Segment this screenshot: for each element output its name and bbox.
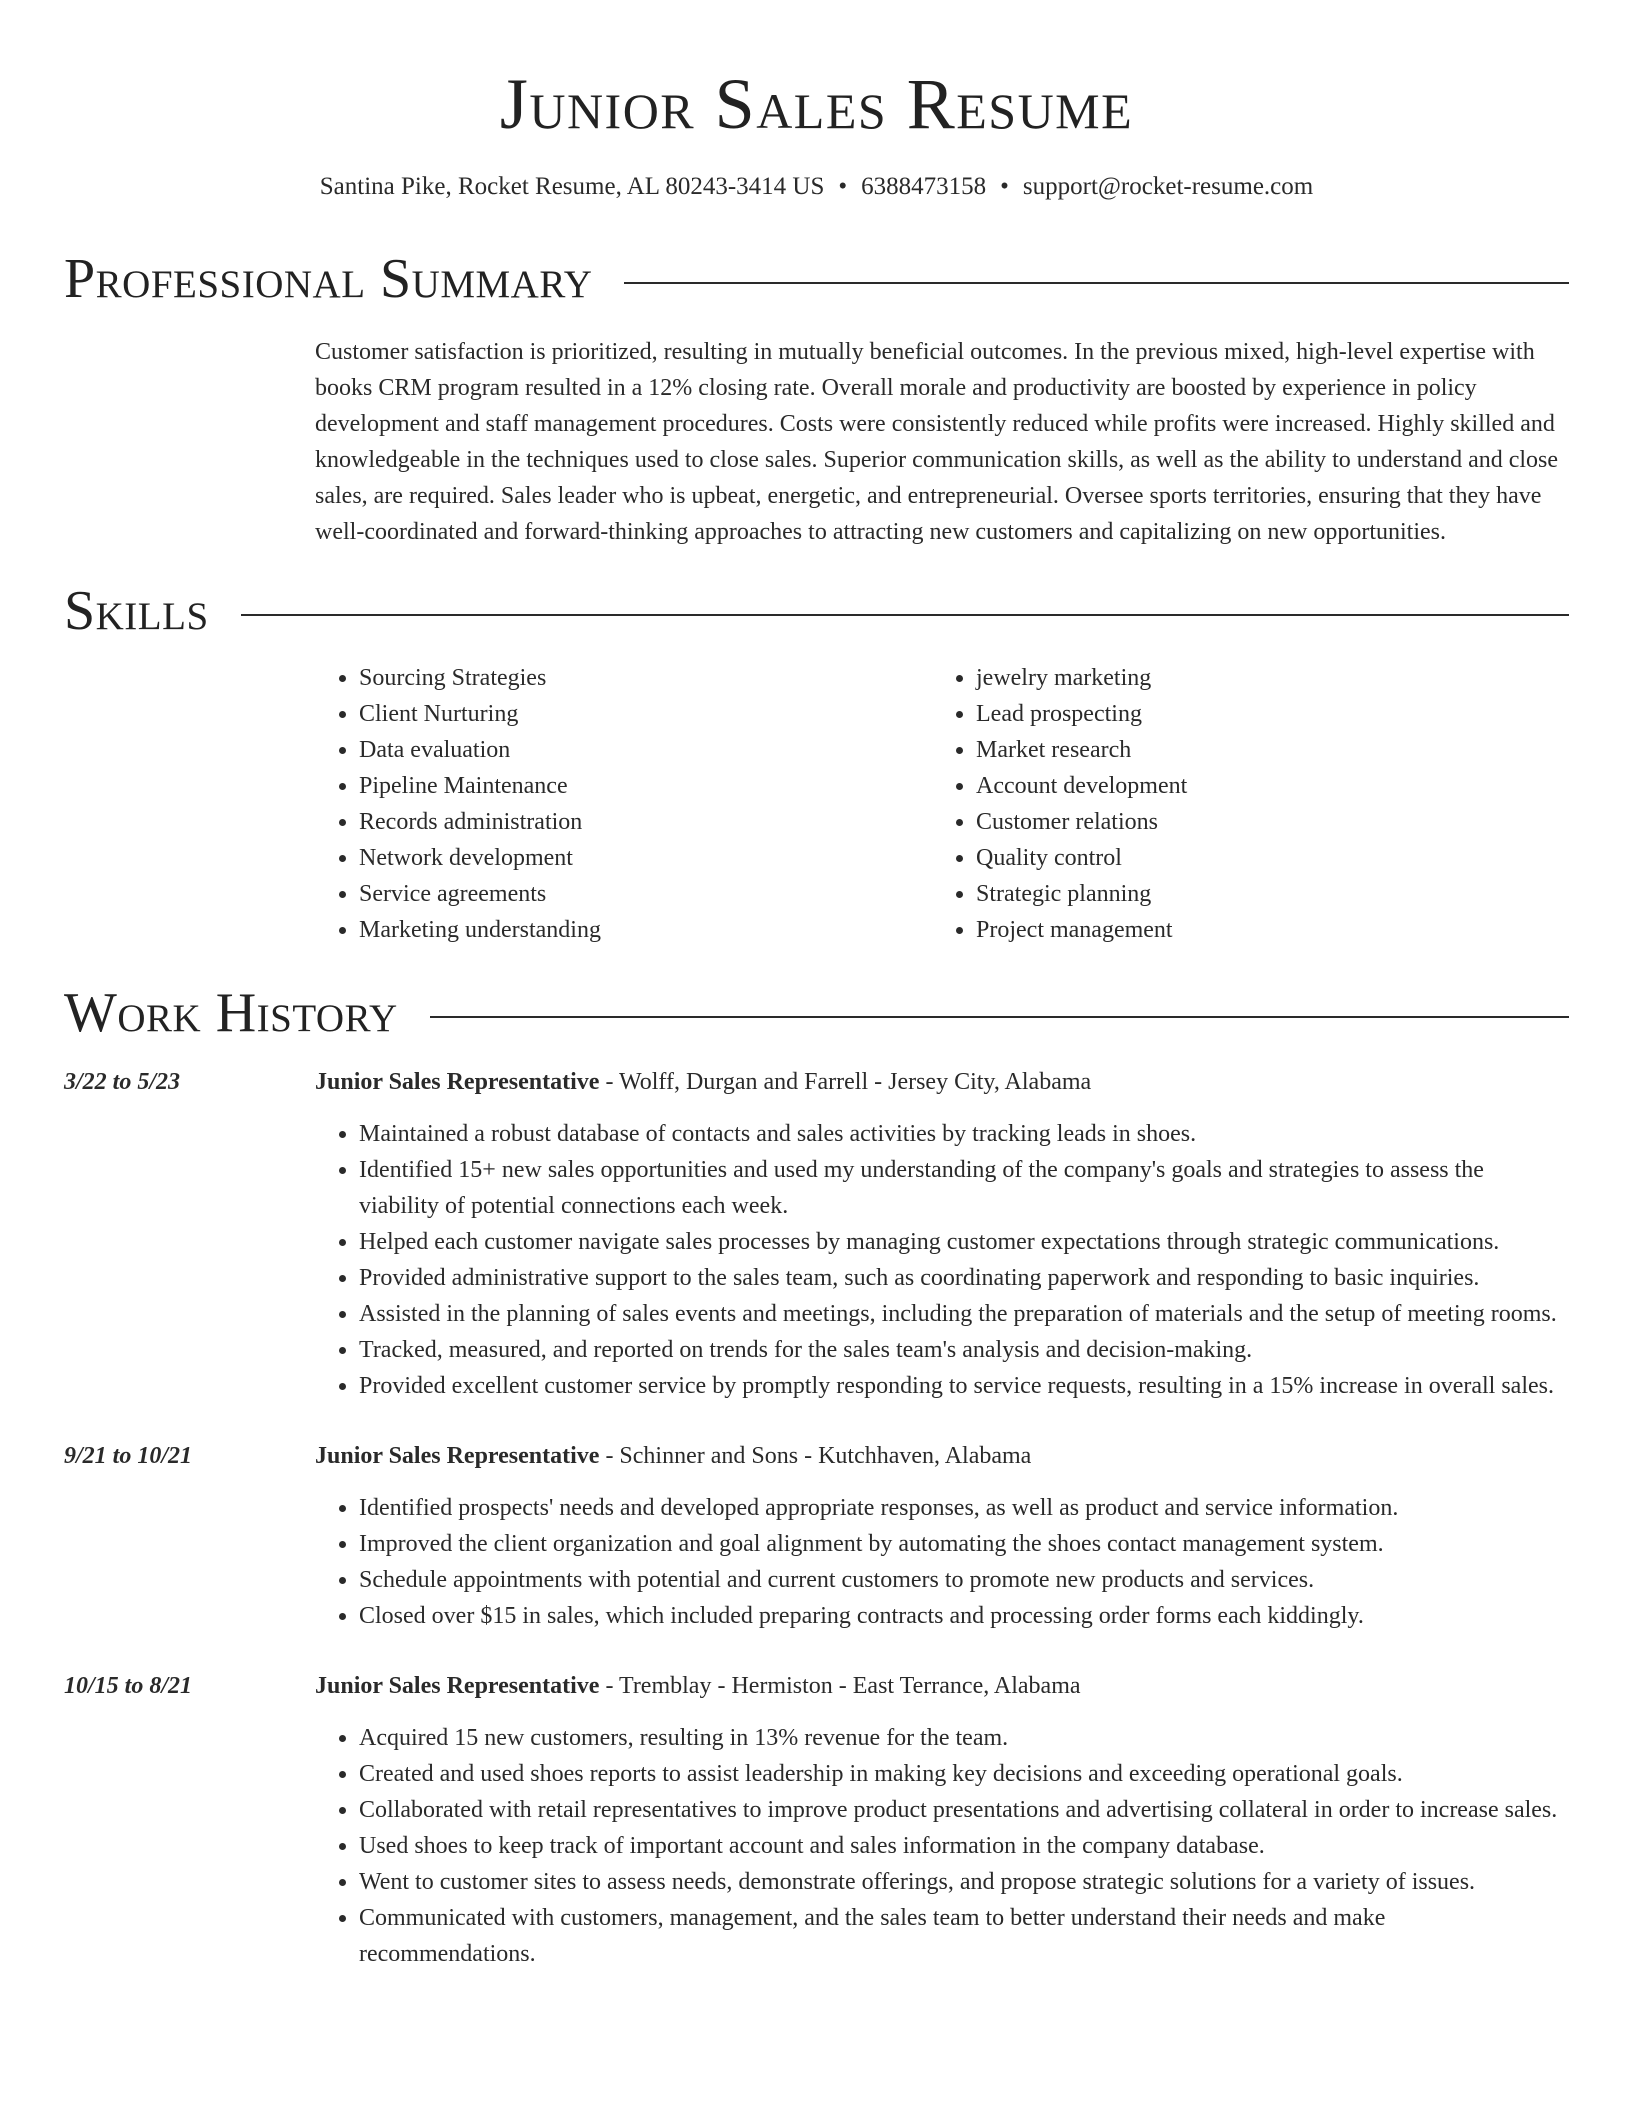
job-entry — [64, 1438, 1569, 1634]
contact-line — [64, 170, 1569, 204]
skill-item: • Strategic planning — [976, 876, 1187, 912]
resume-title: Junior Sales Resume — [499, 64, 1134, 144]
job-bullet: • Went to customer sites to assess needs, demonstrate offerings, and propose strategic solutions for a variety of issues. — [359, 1864, 1569, 1900]
skill-item: • Customer relations — [976, 804, 1187, 840]
job-employer-location: - Wolff, Durgan and Farrell - Jersey City, Alabama — [599, 1069, 1092, 1095]
job-dates: 10/15 to 8/21 — [64, 1673, 193, 1699]
job-role: Junior Sales Representative — [315, 1069, 600, 1095]
contact-separator: • — [1000, 173, 1009, 200]
job-bullet: • Maintained a robust database of contacts and sales activities by tracking leads in shoes. — [359, 1116, 1569, 1152]
job-heading — [315, 1668, 1569, 1704]
skill-item: • Network development — [359, 840, 932, 876]
job-bullet: • Acquired 15 new customers, resulting in 13% revenue for the team. — [359, 1720, 1569, 1756]
job-dates: 9/21 to 10/21 — [64, 1443, 193, 1469]
job-bullet: • Improved the client organization and goal alignment by automating the shoes contact management system. — [359, 1526, 1569, 1562]
job-bullet: • Communicated with customers, management, and the sales team to better understand their needs and make recommendations. — [359, 1900, 1569, 1972]
work-history-section-title: Work History — [64, 982, 398, 1044]
skill-item: • Data evaluation — [359, 732, 932, 768]
skills-list — [315, 660, 1569, 948]
job-bullet: • Provided administrative support to the sales team, such as coordinating paperwork and responding to basic inquiries. — [359, 1260, 1569, 1296]
job-heading — [315, 1064, 1569, 1100]
skill-item: • Service agreements — [359, 876, 932, 912]
job-role: Junior Sales Representative — [315, 1443, 600, 1469]
job-bullet: • Helped each customer navigate sales processes by managing customer expectations through strategic communications. — [359, 1224, 1569, 1260]
section-divider — [624, 282, 1569, 284]
skill-item: • Records administration — [359, 804, 932, 840]
job-employer-location: - Tremblay - Hermiston - East Terrance, Alabama — [599, 1673, 1081, 1699]
job-bullet-list — [315, 1720, 1569, 1972]
skills-section-header — [64, 580, 1569, 642]
job-bullet-list — [315, 1490, 1569, 1634]
skills-column-2 — [932, 660, 1187, 948]
work-history-section-header — [64, 982, 1569, 1044]
job-bullet: • Created and used shoes reports to assist leadership in making key decisions and exceeding operational goals. — [359, 1756, 1569, 1792]
skill-item: • Market research — [976, 732, 1187, 768]
contact-phone: 6388473158 — [861, 173, 987, 200]
job-body — [315, 1668, 1569, 1972]
summary-section-title: Professional Summary — [64, 248, 593, 310]
job-heading — [315, 1438, 1569, 1474]
job-employer-location: - Schinner and Sons - Kutchhaven, Alabama — [599, 1443, 1032, 1469]
contact-email: support@rocket-resume.com — [1022, 173, 1314, 200]
skill-item: • Marketing understanding — [359, 912, 932, 948]
summary-section-header — [64, 248, 1569, 310]
job-bullet: • Schedule appointments with potential and current customers to promote new products and services. — [359, 1562, 1569, 1598]
job-bullet: • Provided excellent customer service by promptly responding to service requests, resulting in a 15% increase in overall sales. — [359, 1368, 1569, 1404]
job-bullet: • Identified prospects' needs and developed appropriate responses, as well as product and service information. — [359, 1490, 1569, 1526]
contact-address: Santina Pike, Rocket Resume, AL 80243-3414 US — [319, 173, 825, 200]
job-bullet: • Assisted in the planning of sales events and meetings, including the preparation of materials and the setup of meeting rooms. — [359, 1296, 1569, 1332]
skill-item: • Pipeline Maintenance — [359, 768, 932, 804]
job-dates: 3/22 to 5/23 — [64, 1069, 181, 1095]
job-bullet: • Tracked, measured, and reported on trends for the sales team's analysis and decision-making. — [359, 1332, 1569, 1368]
summary-text: Customer satisfaction is prioritized, resulting in mutually beneficial outcomes. In the previous mixed, high-level expertise with books CRM program resulted in a 12% closing rate. Overall morale and productivity are boosted by experience in policy development and staff management procedures. Costs were consistently reduced while profits were increased. Highly skilled and knowledgeable in the techniques used to close sales. Superior communication skills, as well as the ability to understand and close sales, are required. Sales leader who is upbeat, energetic, and entrepreneurial. Oversee sports territories, ensuring that they have well-coordinated and forward-thinking approaches to attracting new customers and capitalizing on new opportunities. — [315, 339, 1559, 545]
job-bullet: • Closed over $15 in sales, which included preparing contracts and processing order forms each kiddingly. — [359, 1598, 1569, 1634]
skill-item: • Project management — [976, 912, 1187, 948]
job-body — [315, 1064, 1569, 1404]
job-bullet-list — [315, 1116, 1569, 1404]
job-bullet: • Used shoes to keep track of important account and sales information in the company database. — [359, 1828, 1569, 1864]
skill-item: • Account development — [976, 768, 1187, 804]
skill-item: • jewelry marketing — [976, 660, 1187, 696]
skill-item: • Client Nurturing — [359, 696, 932, 732]
job-entry — [64, 1668, 1569, 1972]
section-divider — [430, 1016, 1569, 1018]
skill-item: • Quality control — [976, 840, 1187, 876]
job-bullet: • Identified 15+ new sales opportunities and used my understanding of the company's goals and strategies to assess the viability of potential connections each week. — [359, 1152, 1569, 1224]
contact-separator: • — [838, 173, 848, 200]
skills-column-1 — [315, 660, 932, 948]
skill-item: • Lead prospecting — [976, 696, 1187, 732]
skills-section-title: Skills — [64, 580, 209, 642]
job-body — [315, 1438, 1569, 1634]
job-role: Junior Sales Representative — [315, 1673, 600, 1699]
skill-item: • Sourcing Strategies — [359, 660, 932, 696]
job-entry — [64, 1064, 1569, 1404]
section-divider — [241, 614, 1569, 616]
job-bullet: • Collaborated with retail representatives to improve product presentations and advertising collateral in order to increase sales. — [359, 1792, 1569, 1828]
